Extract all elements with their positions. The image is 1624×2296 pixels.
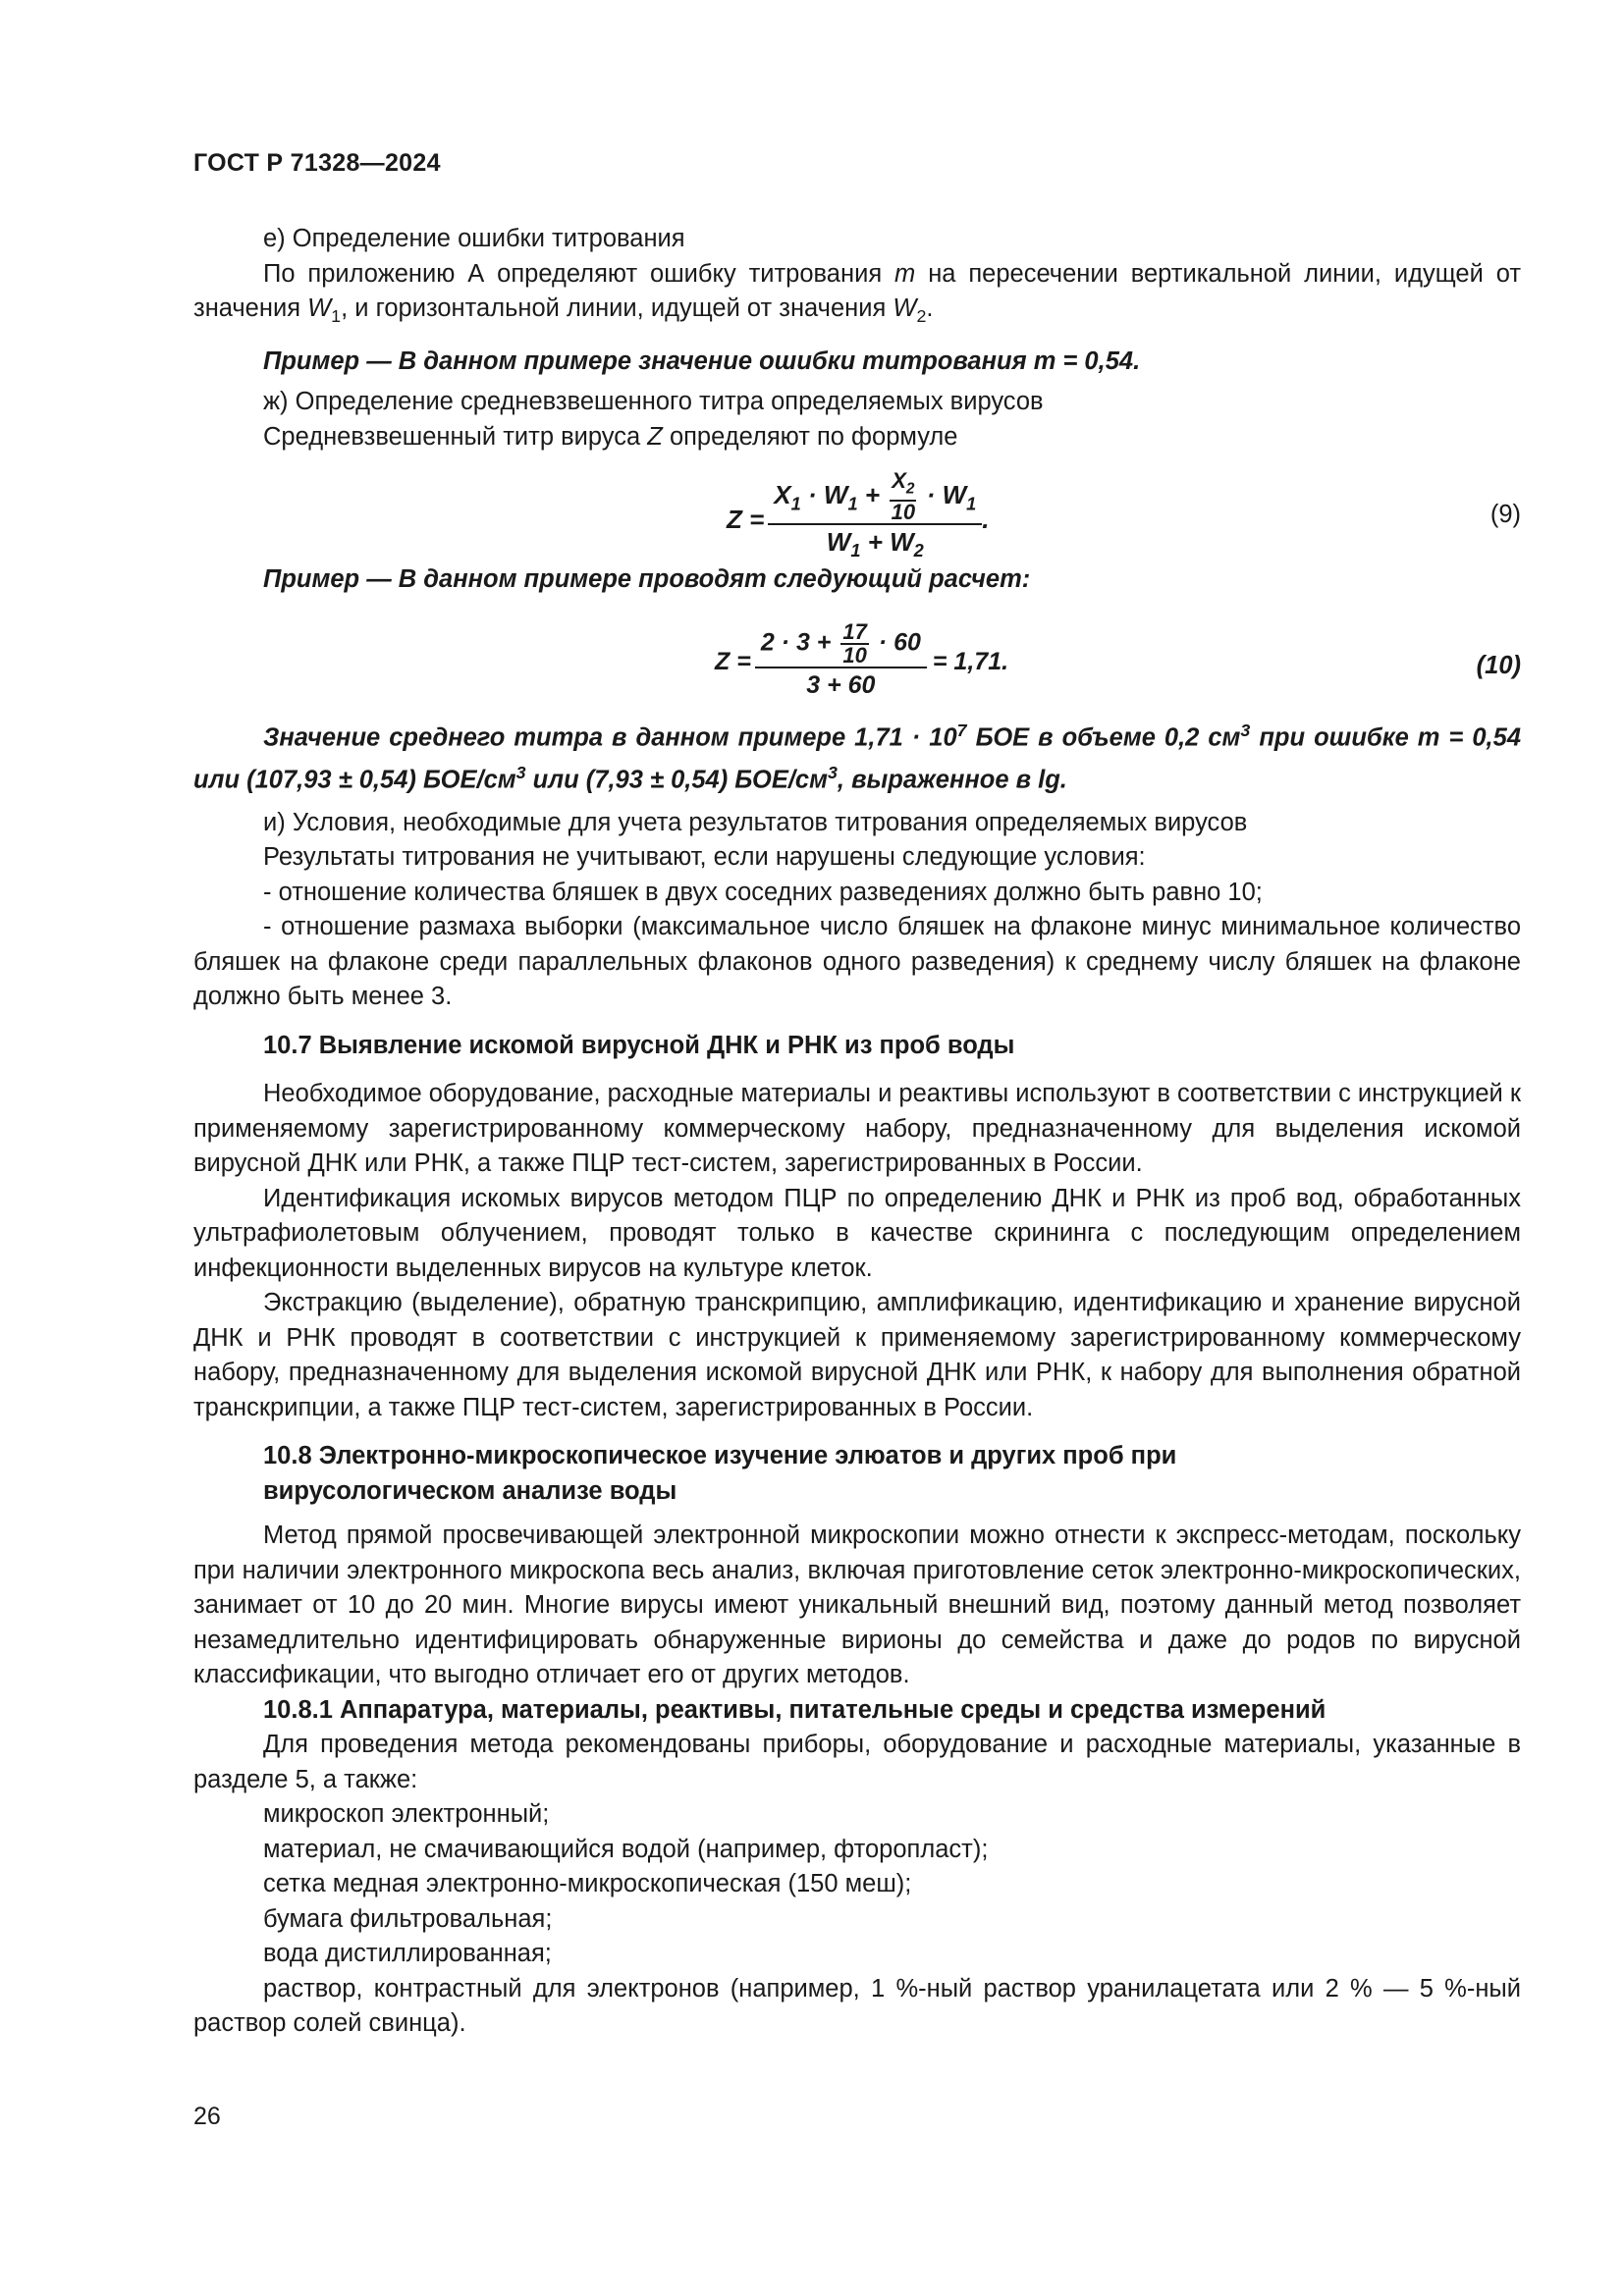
num-w1-sub: 1 — [847, 494, 858, 514]
sub-1: 1 — [331, 306, 342, 327]
num-w1: W — [823, 480, 848, 510]
f10-inner-fraction — [840, 618, 868, 667]
item-e-text-part1: По приложению А определяют ошибку титрования — [263, 259, 883, 288]
item-e-text-end: . — [926, 294, 934, 322]
formula-10-lhs: Z = — [715, 647, 751, 675]
num-dot-1: · — [808, 480, 817, 510]
f10-inner-top: 17 — [842, 618, 867, 644]
formula-9-number: (9) — [1489, 501, 1521, 529]
section-10-7-p3: Экстракцию (выделение), обратную транскрипцию, амплификацию, идентификацию и хранение вирусной ДНК и РНК проводят в соответствии с инструкцией к применяемому зарегистрированному коммерческому набору, предназначенному для выделения искомой вирусной ДНК или РНК, к набору для выполнения обратной транскрипции, а также ПЦР тест-систем, зарегистрированных в России. — [193, 1289, 1521, 1421]
inner-fraction-top — [890, 470, 916, 502]
den-plus: + — [867, 527, 883, 558]
item-i-cond1: - отношение количества бляшек в двух соседних разведениях должно быть равно 10; — [263, 878, 1263, 906]
num-w1-b-sub: 1 — [966, 494, 977, 514]
formula-9-lhs: Z = — [727, 504, 765, 534]
formula-9 — [193, 462, 1521, 561]
item-zh-text — [193, 420, 1521, 455]
den-w2: W — [890, 527, 914, 558]
item-zh-text-part2: определяют по формуле — [669, 422, 958, 451]
num-dot-2: · — [926, 480, 936, 510]
item-e-text-part2: на пересечении вертикальной линии, идущей от значения — [193, 259, 1522, 322]
formula-10-numerator — [755, 618, 927, 668]
section-10-8-heading-line2: вирусологическом анализе воды — [263, 1476, 677, 1505]
ex3-part2: БОЕ в объеме 0,2 см — [966, 723, 1241, 752]
document-body — [193, 222, 1521, 2042]
section-10-7-p1: Необходимое оборудование, расходные материалы и реактивы используют в соответствии с инструкцией к применяемому зарегистрированному коммерческому набору, предназначенному для выделения искомой вирусной ДНК или РНК, а также ПЦР тест-систем, зарегистрированных в России. — [193, 1080, 1521, 1178]
section-10-8-heading-line1: 10.8 Электронно-микроскопическое изучение элюатов и других проб при — [263, 1442, 1177, 1470]
num-plus: + — [864, 480, 880, 510]
item-zh-text-part1: Средневзвешенный титр вируса — [263, 422, 641, 451]
list-item: вода дистиллированная; — [263, 1940, 552, 1968]
var-m: m — [894, 259, 916, 288]
item-e-title: е) Определение ошибки титрования — [263, 225, 685, 252]
den-w1-sub: 1 — [850, 541, 861, 561]
ex3-sup3: 3 — [515, 762, 526, 782]
section-10-8-1-heading: 10.8.1 Аппаратура, материалы, реактивы, питательные среды и средства измерений — [263, 1695, 1326, 1724]
num-w1-b: W — [942, 480, 967, 510]
den-w1: W — [826, 527, 851, 558]
ex3-part1: Значение среднего титра в данном примере 1,71 · 10 — [263, 723, 957, 752]
ex3-part5: , выраженное в lg. — [837, 766, 1067, 794]
formula-10-number: (10) — [1476, 651, 1521, 679]
list-item: материал, не смачивающийся водой (например, фторопласт); — [263, 1835, 989, 1863]
var-w1: W — [307, 294, 332, 322]
section-10-8-p1: Метод прямой просвечивающей электронной микроскопии можно отнести к экспресс-методам, поскольку при наличии электронного микроскопа весь анализ, включая приготовление сеток электронно-микроскопических, занимает от 10 до 20 мин. Многие вирусы имеют уникальный внешний вид, поэтому данный метод позволяет незамедлительно идентифицировать обнаруженные вирионы до семейства и даже до родов по вирусной классификации, что выгодно отличает его от других методов. — [193, 1522, 1521, 1689]
formula-9-tail: . — [982, 504, 990, 534]
example-2: Пример — В данном примере проводят следующий расчет: — [263, 565, 1031, 594]
inner-x2-sub: 2 — [905, 480, 915, 498]
list-item: раствор, контрастный для электронов (например, 1 %-ный раствор уранилацетата или 2 % — 5 %-ный раствор солей свинца). — [193, 1974, 1521, 2038]
formula-9-denominator — [821, 525, 930, 569]
section-10-7-p2: Идентификация искомых вирусов методом ПЦР по определению ДНК и РНК из проб вод, обработанных ультрафиолетовым облучением, проводят только в качестве скрининга с последующим определением инфекционности выделенных вирусов на культуре клеток. — [193, 1184, 1521, 1282]
formula-10 — [193, 614, 1521, 704]
item-i-title: и) Условия, необходимые для учета результатов титрования определяемых вирусов — [263, 808, 1248, 836]
ex3-sup4: 3 — [827, 762, 838, 782]
ex3-sup1: 7 — [956, 720, 967, 740]
sub-2: 2 — [916, 306, 927, 327]
section-10-8-heading — [193, 1439, 1521, 1509]
page-number: 26 — [193, 2103, 221, 2130]
section-10-7-heading: 10.7 Выявление искомой вирусной ДНК и РНК из проб воды — [263, 1031, 1015, 1059]
item-i-intro: Результаты титрования не учитывают, если нарушены следующие условия: — [263, 843, 1146, 872]
ex3-sup2: 3 — [1240, 720, 1251, 740]
formula-10-expression — [715, 618, 1009, 704]
ex3-part3: при ошибке m = 0,54 или (107,93 ± 0,54) БОЕ/см — [193, 723, 1521, 794]
item-e-text — [193, 257, 1521, 335]
f10-num-left: 2 · 3 + — [760, 628, 832, 657]
ex3-part4: или (7,93 ± 0,54) БОЕ/см — [525, 766, 828, 794]
formula-10-result: = 1,71. — [932, 647, 1009, 675]
document-header: ГОСТ Р 71328—2024 — [193, 149, 441, 177]
inner-fraction-bottom: 10 — [891, 500, 916, 525]
list-item: бумага фильтровальная; — [263, 1904, 553, 1933]
list-item: микроскоп электронный; — [263, 1800, 550, 1829]
formula-9-fraction — [768, 470, 982, 569]
formula-10-fraction — [755, 618, 927, 704]
example-3 — [193, 714, 1521, 798]
var-z: Z — [647, 422, 663, 451]
num-x1-sub: 1 — [790, 494, 801, 514]
section-10-8-1-p1: Для проведения метода рекомендованы приборы, оборудование и расходные материалы, указанные в разделе 5, а также: — [193, 1731, 1521, 1793]
formula-10-denominator: 3 + 60 — [806, 670, 876, 699]
example-1: Пример — В данном примере значение ошибки титрования m = 0,54. — [263, 347, 1141, 375]
inner-fraction — [890, 470, 916, 523]
item-i-cond2: - отношение размаха выборки (максимальное число бляшек на флаконе минус минимальное количество бляшек на флаконе среди параллельных флаконов одного разведения) к среднему числу бляшек на флаконе должно быть менее 3. — [193, 913, 1521, 1011]
list-item: сетка медная электронно-микроскопическая (150 меш); — [263, 1870, 912, 1898]
var-w2: W — [893, 294, 917, 322]
num-x1: X — [774, 480, 791, 510]
item-e-text-part3: , и горизонтальной линии, идущей от значения — [341, 294, 887, 322]
f10-num-right: · 60 — [878, 628, 921, 657]
inner-x2: X — [892, 468, 906, 494]
item-zh-title: ж) Определение средневзвешенного титра определяемых вирусов — [263, 388, 1044, 416]
den-w2-sub: 2 — [913, 541, 924, 561]
formula-9-expression — [727, 470, 990, 569]
formula-9-numerator — [768, 470, 982, 525]
f10-inner-bottom: 10 — [842, 642, 867, 667]
